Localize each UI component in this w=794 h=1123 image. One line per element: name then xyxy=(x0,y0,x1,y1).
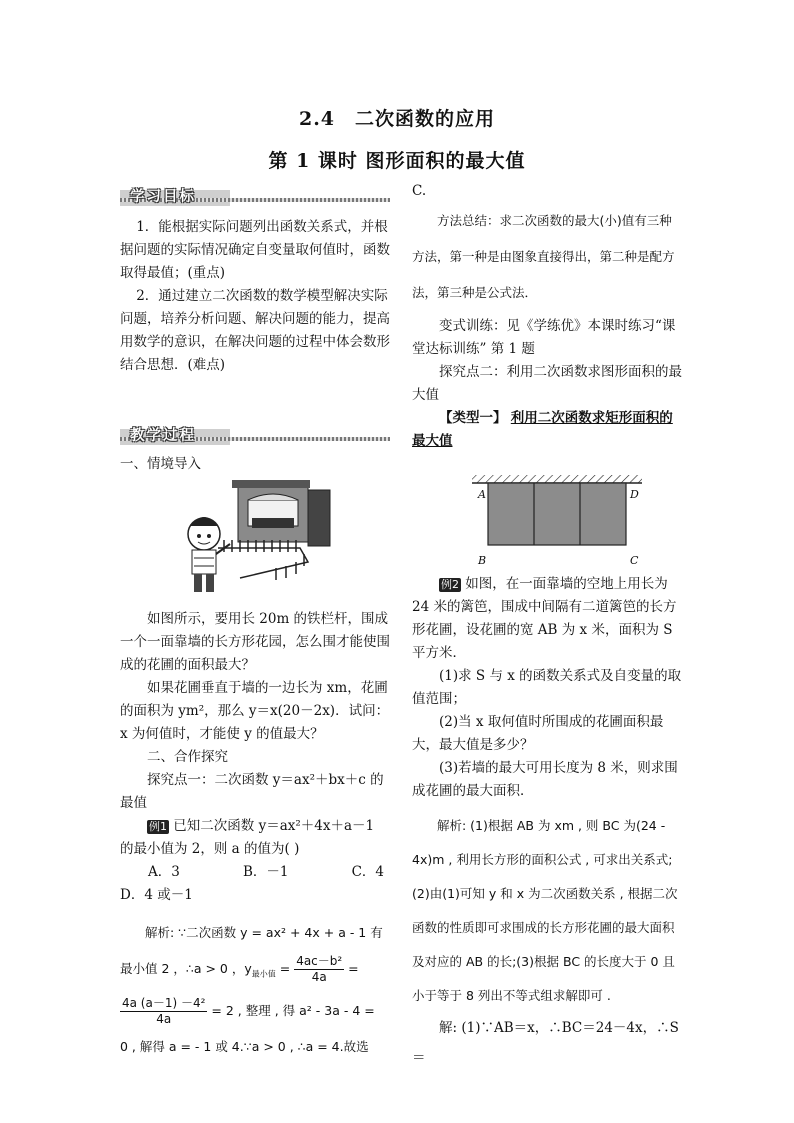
page-title: 2.4 二次函数的应用 xyxy=(298,108,496,130)
analysis-1-line-3: $\frac{\text{4a (a－1) －4²}}{4a}$ = 2 , 整理 , 得 a² - 3a - 4 = xyxy=(122,995,375,1026)
analysis-1-line-2: 最小值 2 ，∴a > 0 ，$y_{最小值}$ = $\frac{\text{4ac－b²}}{4a}$ = xyxy=(120,954,359,984)
label-b: B xyxy=(478,554,487,567)
label-c: C xyxy=(630,554,639,567)
analysis-1-line-4: 0 , 解得 a = - 1 或 4.∵a > 0 , ∴a = 4.故选 xyxy=(120,1038,369,1054)
example-2-badge: 例2 xyxy=(441,578,459,591)
fence-diagram-icon xyxy=(412,471,682,567)
example-2-q3: (3)若墙的最大可用长度为 8 米，则求围成花圃的最大面积． xyxy=(412,760,678,799)
analysis-2: 解析: (1)根据 AB 为 xm , 则 BC 为(24 - 4x)m , 利用长方形的面积公式 , 可求出关系式;(2)由(1)可知 y 和 x 为二次函数关系 , 根据二次函数的性质即可求围成的长方形花圃的最大面积及对应的 AB 的长;(3)根据 BC 的长度大于 0 且小于等于 8 列出不等式组求解即可 . xyxy=(412,818,678,1003)
label-a: A xyxy=(478,488,486,501)
type-1-label: 【类型一】 xyxy=(439,410,507,426)
section-goals-label: 学习目标 xyxy=(130,189,196,205)
option-b: B．－1 xyxy=(242,864,289,880)
option-c: C．4 xyxy=(351,864,384,880)
option-a: A．3 xyxy=(148,864,180,880)
garden-illustration xyxy=(120,478,390,604)
example-2-q1: (1)求 S 与 x 的函数关系式及自变量的取值范围； xyxy=(412,668,682,707)
example-2-text: 如图，在一面靠墙的空地上用长为 24 米的篱笆，围成中间隔有二道篱笆的长方形花圃，设花圃的宽 AB 为 x 米，面积为 S 平方米． xyxy=(412,576,677,661)
answer-c: C. xyxy=(412,183,427,199)
variant-training: 变式训练：见《学练优》本课时练习“课堂达标训练” 第 1 题 xyxy=(412,318,676,357)
analysis-1 xyxy=(120,915,390,1065)
example-2-q2: (2)当 x 取何值时所围成的花圃面积最大，最大值是多少？ xyxy=(412,714,664,753)
type-1-title: 利用二次函数求矩形面积的最大值 xyxy=(412,410,673,449)
left-column xyxy=(120,186,390,1065)
section-process xyxy=(120,425,390,447)
method-summary: 方法总结：求二次函数的最大(小)值有三种方法，第一种是由图象直接得出，第二种是配方法，第三种是公式法． xyxy=(412,213,675,300)
analysis-1-line-1: 解析: ∵二次函数 y = ax² + 4x + a - 1 有 xyxy=(145,925,383,940)
section-process-label: 教学过程 xyxy=(130,428,196,444)
garden-picture-icon xyxy=(120,478,390,604)
option-d: D．4 或－1 xyxy=(120,887,193,903)
page-subtitle: 第 1 课时 图形面积的最大值 xyxy=(268,150,526,172)
fence-figure xyxy=(412,471,682,567)
example-1-text: 已知二次函数 y＝ax²＋4x＋a－1 的最小值为 2，则 a 的值为( ) xyxy=(120,818,375,857)
solution-start: 解: (1)∵AB＝x，∴BC＝24－4x，∴S＝ xyxy=(412,1020,679,1066)
cooperate-heading: 二、合作探究 xyxy=(147,749,228,765)
intro-text-2: 如果花圃垂直于墙的一边长为 xm，花圃的面积为 ym²，那么 y＝x(20－2x)．试问：x 为何值时，才能使 y 的值最大？ xyxy=(120,680,390,742)
goal-2: 2．通过建立二次函数的数学模型解决实际问题，培养分析问题、解决问题的能力，提高用数学的意识，在解决问题的过程中体会数形结合思想．(难点) xyxy=(120,288,390,373)
explore-1: 探究点一：二次函数 y＝ax²＋bx＋c 的最值 xyxy=(120,772,384,811)
type-1 xyxy=(412,407,682,453)
goal-1: 1．能根据实际问题列出函数关系式，并根据问题的实际情况确定自变量取何值时，函数取得最值；(重点) xyxy=(120,219,390,281)
example-1 xyxy=(120,815,390,861)
section-goals xyxy=(120,186,390,208)
right-column xyxy=(412,180,682,1073)
intro-heading: 一、情境导入 xyxy=(120,456,201,472)
intro-text-1: 如图所示，要用长 20m 的铁栏杆，围成一个一面靠墙的长方形花园，怎么围才能使围成的花圃的面积最大？ xyxy=(120,611,390,673)
example-2 xyxy=(412,573,682,665)
example-1-badge: 例1 xyxy=(149,820,167,833)
explore-2: 探究点二：利用二次函数求图形面积的最大值 xyxy=(412,364,682,403)
fraction-1: $\frac{\text{4ac－b²}}{4a}$ xyxy=(296,954,343,984)
label-d: D xyxy=(630,488,639,501)
example-1-options xyxy=(120,861,390,884)
fraction-2: $\frac{\text{4a (a－1) －4²}}{4a}$ xyxy=(122,995,206,1026)
